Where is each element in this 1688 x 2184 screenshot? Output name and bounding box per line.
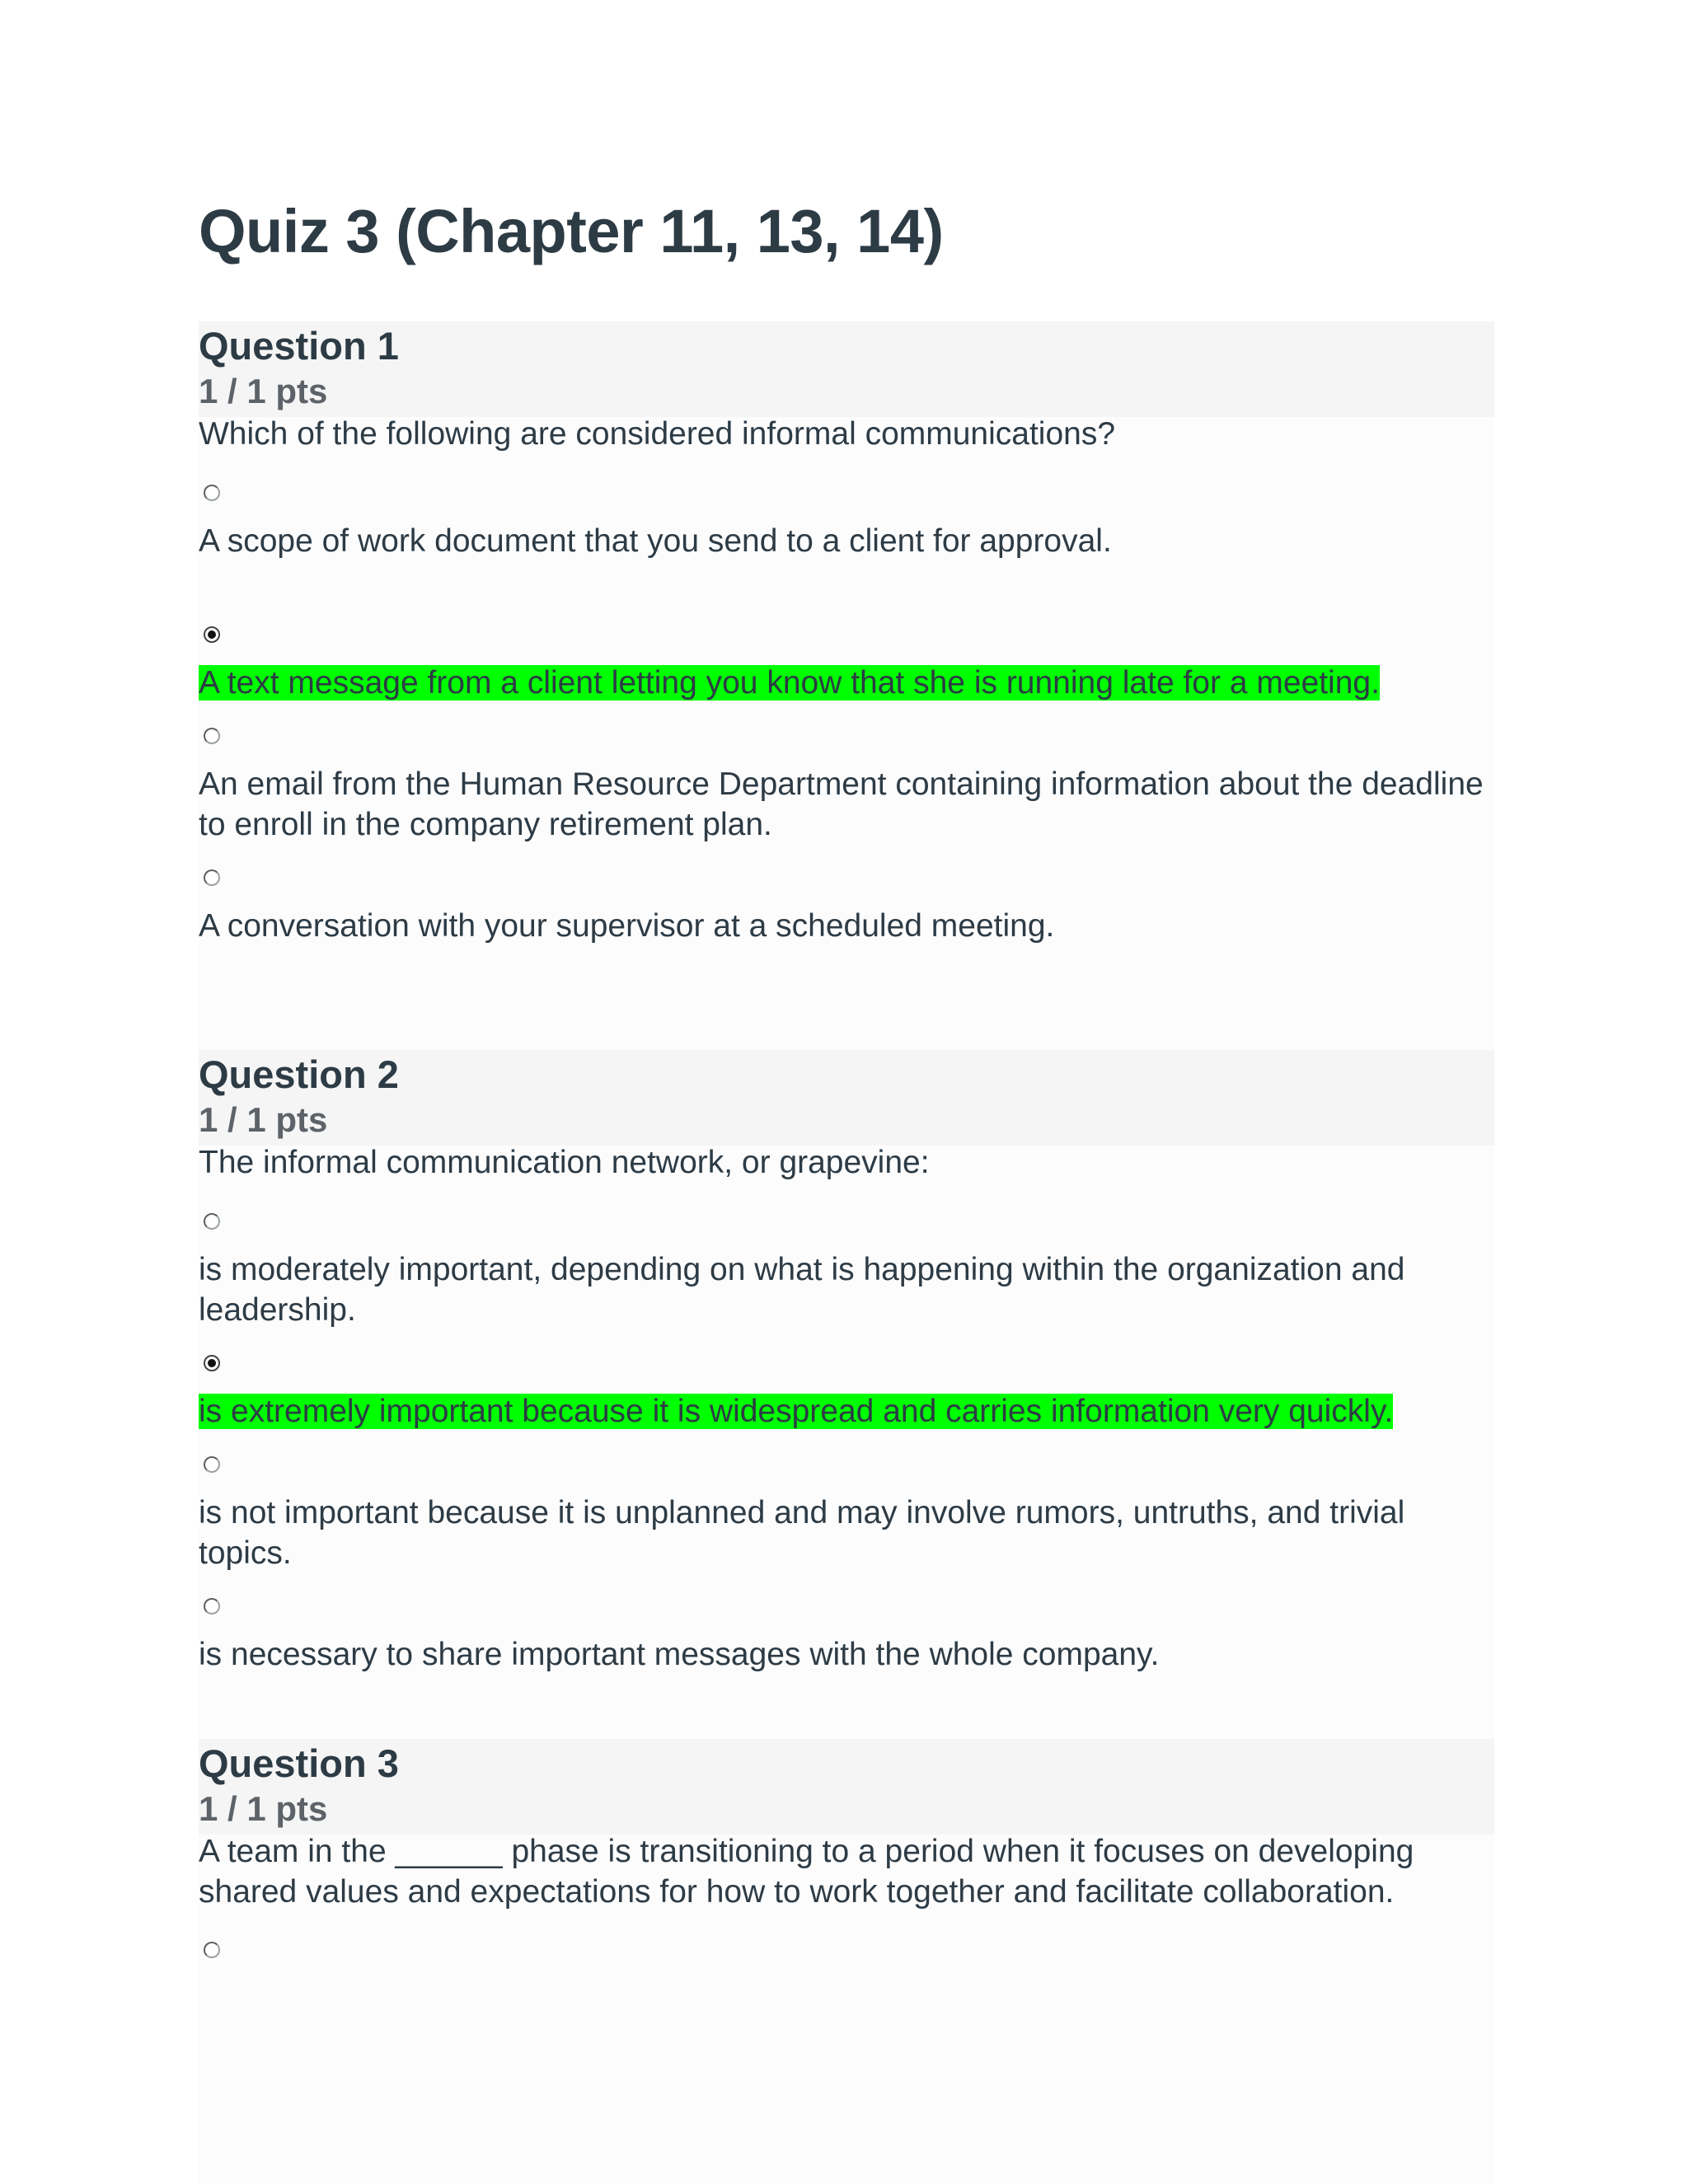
question-text: The informal communication network, or grapevine: bbox=[199, 1145, 930, 1180]
question-text: A team in the ______ phase is transitioning to a period when it focuses on developing shared values and expectations for how to work together and facilitate collaboration. bbox=[199, 1834, 1414, 1910]
question-3 bbox=[199, 1739, 1494, 1910]
answer-label: is not important because it is unplanned and may involve rumors, untruths, and trivial topics. bbox=[199, 1495, 1405, 1571]
answer-label: A text message from a client letting you know that she is running late for a meeting. bbox=[199, 665, 1380, 701]
question-title: Question 2 bbox=[199, 1052, 399, 1096]
answer-label: is extremely important because it is widespread and carries information very quickly. bbox=[199, 1394, 1394, 1429]
answer-radio-selected[interactable] bbox=[204, 626, 220, 643]
answer-label: is necessary to share important messages with the whole company. bbox=[199, 1637, 1160, 1672]
answer-text bbox=[199, 1493, 1494, 1573]
answer-text bbox=[199, 906, 1494, 946]
quiz-title: Quiz 3 (Chapter 11, 13, 14) bbox=[199, 197, 944, 265]
answer-radio[interactable] bbox=[204, 1213, 220, 1230]
answer-radio-selected[interactable] bbox=[204, 1355, 220, 1371]
answer-text bbox=[199, 1634, 1494, 1675]
answer-radio[interactable] bbox=[204, 1598, 220, 1615]
question-header bbox=[199, 321, 1494, 417]
answer-radio[interactable] bbox=[204, 728, 220, 744]
answer-text bbox=[199, 1249, 1494, 1330]
question-text: Which of the following are considered informal communications? bbox=[199, 416, 1116, 452]
question-body-bg bbox=[199, 417, 1494, 1093]
answer-radio[interactable] bbox=[204, 1942, 220, 1958]
question-points: 1 / 1 pts bbox=[199, 372, 328, 410]
question-2 bbox=[199, 1050, 1494, 1672]
answer-text-selected bbox=[199, 1391, 1494, 1432]
answer-radio[interactable] bbox=[204, 869, 220, 886]
question-1 bbox=[199, 321, 1494, 944]
answer-label: is moderately important, depending on what is happening within the organization and leadership. bbox=[199, 1252, 1405, 1328]
question-points: 1 / 1 pts bbox=[199, 1100, 328, 1139]
answer-label: An email from the Human Resource Department containing information about the deadline to enroll in the company retirement plan. bbox=[199, 766, 1484, 842]
answer-radio[interactable] bbox=[204, 1456, 220, 1473]
question-header bbox=[199, 1050, 1494, 1146]
question-header bbox=[199, 1739, 1494, 1835]
answer-text-selected bbox=[199, 663, 1494, 703]
question-points: 1 / 1 pts bbox=[199, 1789, 328, 1828]
answer-label: A conversation with your supervisor at a scheduled meeting. bbox=[199, 908, 1055, 944]
question-title: Question 1 bbox=[199, 324, 399, 368]
question-title: Question 3 bbox=[199, 1741, 399, 1785]
answer-label: A scope of work document that you send to a client for approval. bbox=[199, 523, 1112, 559]
answer-radio[interactable] bbox=[204, 485, 220, 501]
answer-text bbox=[199, 521, 1494, 561]
answer-text bbox=[199, 764, 1494, 845]
